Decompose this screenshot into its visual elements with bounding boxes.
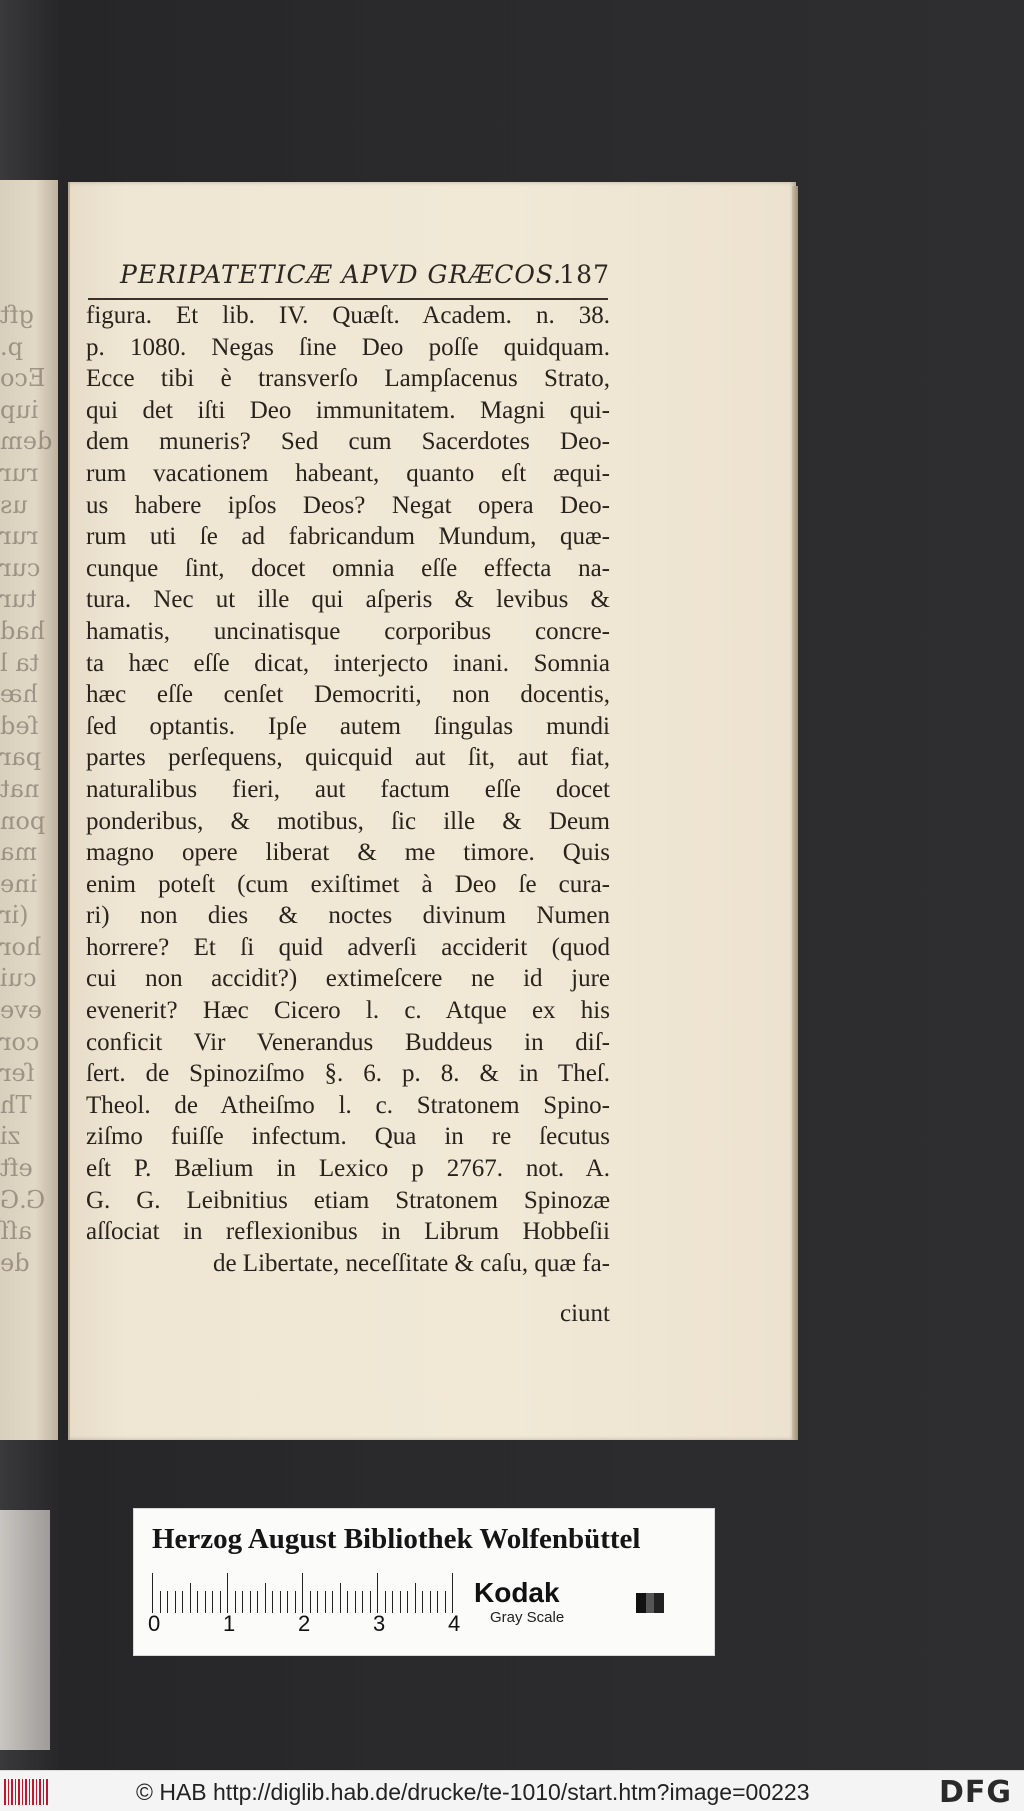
running-title: PERIPATETICÆ APVD GRÆCOS. [120, 260, 563, 289]
text-line: us habere ipſos Deos? Negat opera Deo- [86, 491, 610, 519]
ruler-tick [302, 1573, 303, 1613]
ruler-tick [422, 1591, 423, 1613]
running-header [120, 256, 610, 296]
text-line: Theol. de Atheiſmo l. c. Stratonem Spino- [86, 1091, 610, 1119]
ruler-tick [430, 1591, 431, 1613]
ruler-tick [310, 1591, 311, 1613]
ruler-tick [347, 1591, 348, 1613]
barcode-icon [4, 1779, 48, 1805]
ruler-tick [152, 1573, 153, 1613]
ruler-tick [340, 1583, 341, 1613]
ruler-number: 2 [298, 1611, 311, 1636]
ruler-tick [287, 1591, 288, 1613]
text-line: ta hæc eſſe dicat, interjecto inani. Somnia [86, 649, 610, 677]
text-line: ziſmo fuiſſe infectum. Qua in re ſecutus [86, 1123, 610, 1151]
ruler-tick [415, 1583, 416, 1613]
ruler-number: 1 [223, 1611, 236, 1636]
text-line: qui det iſti Deo immunitatem. Magni qui- [86, 396, 610, 424]
text-line: enim poteſt (cum exiſtimet à Deo ſe cura- [86, 870, 610, 898]
gray-scale-label: Gray Scale [490, 1609, 565, 1626]
text-line: Ecce tibi è transverſo Lampſacenus Strato, [86, 365, 610, 393]
text-line: conficit Vir Venerandus Buddeus in diſ- [86, 1028, 610, 1056]
page-edge [792, 186, 798, 1440]
ruler-tick [407, 1591, 408, 1613]
text-line: eſt P. Bælium in Lexico p 2767. not. A. [86, 1155, 610, 1183]
scale-ruler [148, 1575, 492, 1636]
ruler-tick [280, 1591, 281, 1613]
text-line: horrere? Et ſi quid adverſi acciderit (quod [86, 933, 610, 961]
text-line: de Libertate, neceſſitate & caſu, quæ fa- [212, 1249, 610, 1277]
footer-bar [0, 1770, 1024, 1811]
page-number: 187 [559, 260, 610, 289]
dfg-logo: DFG [938, 1775, 1012, 1810]
ruler-tick [190, 1583, 191, 1613]
ruler-tick [377, 1573, 378, 1613]
text-line: ponderibus, & motibus, ſic ille & Deum [86, 807, 610, 835]
ruler-number: 4 [448, 1611, 461, 1636]
ruler-tick [370, 1591, 371, 1613]
text-line: rum vacationem habeant, quanto eſt æqui- [86, 459, 610, 487]
text-line: ſed optantis. Ipſe autem ſingulas mundi [86, 712, 610, 740]
ruler-tick [242, 1591, 243, 1613]
text-line: aſſociat in reflexionibus in Librum Hobbeſii [86, 1218, 610, 1246]
text-line: evenerit? Hæc Cicero l. c. Atque ex his [86, 997, 610, 1025]
ruler-tick [182, 1591, 183, 1613]
text-line: ri) non dies & noctes divinum Numen [86, 902, 610, 930]
gray-patch-black [636, 1593, 646, 1613]
text-line: G. G. Leibnitius etiam Stratonem Spinozæ [86, 1186, 610, 1214]
left-page-text: gft p. Eco iup dem rur us rur cur tur had ta l hæ ſed par nat pon ma ine (ir hor cui eve cor ſer Th zi eft G.G aſſ de [0, 301, 53, 1277]
ruler-tick [160, 1591, 161, 1613]
ruler-tick [445, 1591, 446, 1613]
copyright-link[interactable]: © HAB http://diglib.hab.de/drucke/te-1010/start.htm?image=00223 [136, 1779, 810, 1805]
text-line: cui non accidit?) extimeſcere ne id jure [86, 965, 610, 993]
ruler-tick [325, 1591, 326, 1613]
ruler-tick [197, 1591, 198, 1613]
ruler-tick [167, 1591, 168, 1613]
ruler-tick [437, 1591, 438, 1613]
ruler-tick [452, 1573, 453, 1613]
body-text [86, 300, 610, 1279]
ruler-tick [392, 1591, 393, 1613]
color-calibration-card [133, 1508, 715, 1656]
ruler-tick [265, 1583, 266, 1613]
left-edge-strip [0, 1510, 50, 1750]
text-line: tura. Nec ut ille qui aſperis & levibus & [86, 586, 610, 614]
ruler-tick [355, 1591, 356, 1613]
text-line: hæc eſſe cenſet Democriti, non docentis, [86, 681, 610, 709]
text-line: hamatis, uncinatisque corporibus concre- [86, 617, 610, 645]
ruler-tick [385, 1591, 386, 1613]
ruler-tick [295, 1591, 296, 1613]
ruler-tick [272, 1591, 273, 1613]
ruler-number: 0 [148, 1611, 161, 1636]
ruler-tick [250, 1591, 251, 1613]
ruler-tick [175, 1591, 176, 1613]
ruler-tick [400, 1591, 401, 1613]
ruler-tick [227, 1573, 228, 1613]
ruler-tick [317, 1591, 318, 1613]
ruler-tick [332, 1591, 333, 1613]
catchword: ciunt [560, 1300, 610, 1327]
ruler-tick [212, 1591, 213, 1613]
ruler-tick [205, 1591, 206, 1613]
ruler-tick [220, 1591, 221, 1613]
text-line: figura. Et lib. IV. Quæſt. Academ. n. 38. [86, 302, 610, 329]
ruler-tick [257, 1591, 258, 1613]
library-name: Herzog August Bibliothek Wolfenbüttel [152, 1523, 641, 1555]
text-line: magno opere liberat & me timore. Quis [86, 839, 610, 867]
text-line: naturalibus fieri, aut factum eſſe docet [86, 775, 610, 803]
gray-patch-dark [646, 1593, 654, 1613]
kodak-logo: Kodak [474, 1577, 560, 1608]
ruler-tick [235, 1591, 236, 1613]
ruler-tick [362, 1591, 363, 1613]
gray-patch-mid [654, 1593, 664, 1613]
text-line: rum uti ſe ad fabricandum Mundum, quæ- [86, 523, 610, 551]
text-line: p. 1080. Negas ſine Deo poſſe quidquam. [86, 333, 610, 361]
text-line: ſert. de Spinoziſmo §. 6. p. 8. & in Theſ. [86, 1060, 610, 1088]
text-line: cunque ſint, docet omnia eſſe effecta na- [86, 554, 610, 582]
text-line: dem muneris? Sed cum Sacerdotes Deo- [86, 428, 610, 456]
text-line: partes perſequens, quicquid aut ſit, aut fiat, [86, 744, 610, 772]
ruler-number: 3 [373, 1611, 386, 1636]
left-neighbour-page [0, 180, 58, 1440]
